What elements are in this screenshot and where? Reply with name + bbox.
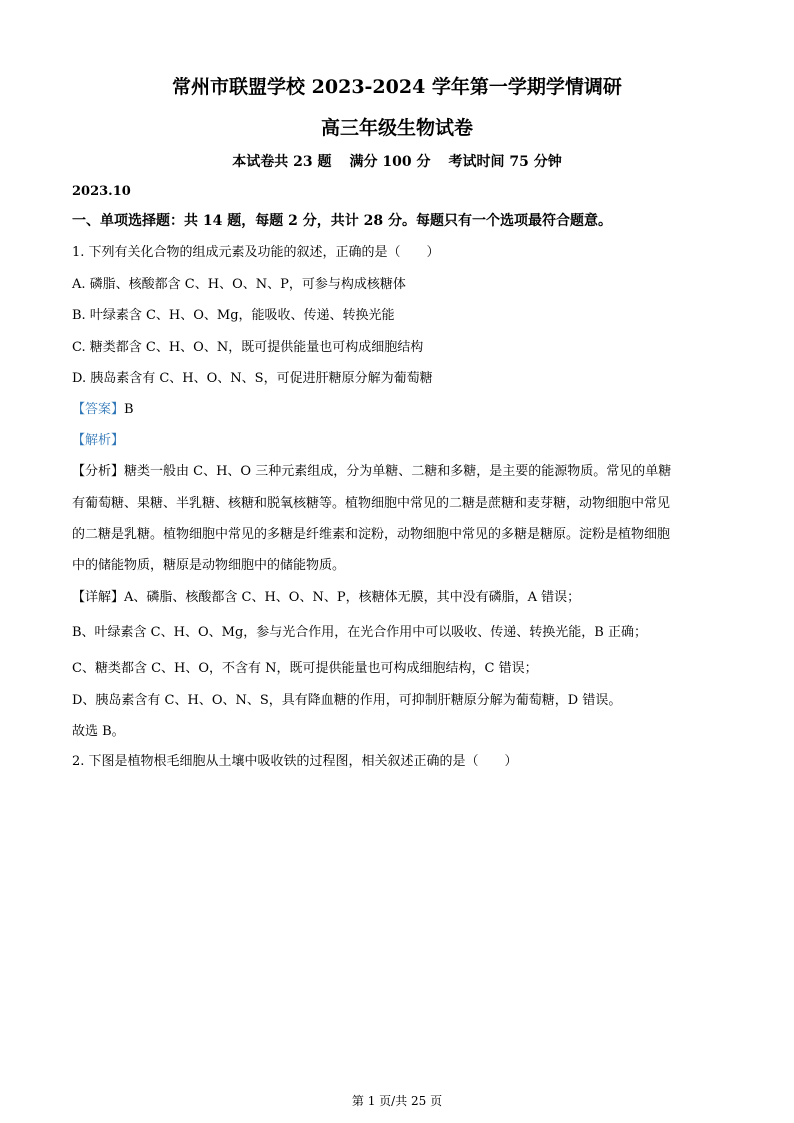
detail-line: B、叶绿素含 C、H、O、Mg，参与光合作用，在光合作用中可以吸收、传递、转换光能，B 正确；	[72, 625, 647, 640]
analysis-line: 的二糖是乳糖。植物细胞中常见的多糖是纤维素和淀粉，动物细胞中常见的多糖是糖原。淀粉是植物细胞	[72, 527, 671, 542]
full-score: 满分 100 分	[349, 154, 431, 170]
page-number: 第 1 页/共 25 页	[351, 1094, 443, 1108]
answer-line	[72, 401, 134, 419]
exam-info	[0, 151, 794, 171]
question-1-option-b: B. 叶绿素含 C、H、O、Mg，能吸收、传递、转换光能	[72, 308, 395, 323]
analysis-line: 【分析】糖类一般由 C、H、O 三种元素组成，分为单糖、二糖和多糖，是主要的能源物质。常见的单糖	[72, 464, 672, 479]
exam-date: 2023.10	[72, 184, 131, 199]
question-2-stem: 2. 下图是植物根毛细胞从土壤中吸收铁的过程图，相关叙述正确的是（ ）	[72, 754, 518, 769]
section-heading: 一、单项选择题：共 14 题，每题 2 分，共计 28 分。每题只有一个选项最符合题意。	[72, 213, 612, 229]
detail-line: D、胰岛素含有 C、H、O、N、S，具有降血糖的作用，可抑制肝糖原分解为葡萄糖，D 错误。	[72, 693, 622, 708]
answer-tag: 【答案】	[72, 402, 125, 417]
question-1-option-c: C. 糖类都含 C、H、O、N，既可提供能量也可构成细胞结构	[72, 340, 424, 355]
question-1-option-a: A. 磷脂、核酸都含 C、H、O、N、P，可参与构成核糖体	[72, 277, 406, 292]
analysis-line: 有葡萄糖、果糖、半乳糖、核糖和脱氧核糖等。植物细胞中常见的二糖是蔗糖和麦芽糖，动物细胞中常见	[72, 496, 671, 511]
analysis-tag: 【解析】	[72, 433, 125, 448]
question-1-option-d: D. 胰岛素含有 C、H、O、N、S，可促进肝糖原分解为葡萄糖	[72, 371, 433, 386]
answer-value: B	[124, 402, 134, 417]
analysis-line: 中的储能物质，糖原是动物细胞中的储能物质。	[72, 558, 346, 573]
exam-subtitle: 高三年级生物试卷	[320, 117, 473, 139]
question-1-stem: 1. 下列有关化合物的组成元素及功能的叙述，正确的是（ ）	[72, 245, 440, 260]
detail-line: 【详解】A、磷脂、核酸都含 C、H、O、N、P，核糖体无膜，其中没有磷脂，A 错误；	[72, 590, 581, 605]
exam-duration: 考试时间 75 分钟	[448, 154, 562, 170]
conclusion-line: 故选 B。	[72, 724, 125, 739]
exam-title: 常州市联盟学校 2023-2024 学年第一学期学情调研	[172, 76, 622, 98]
detail-line: C、糖类都含 C、H、O，不含有 N，既可提供能量也可构成细胞结构，C 错误；	[72, 661, 538, 676]
question-count: 本试卷共 23 题	[232, 154, 332, 170]
